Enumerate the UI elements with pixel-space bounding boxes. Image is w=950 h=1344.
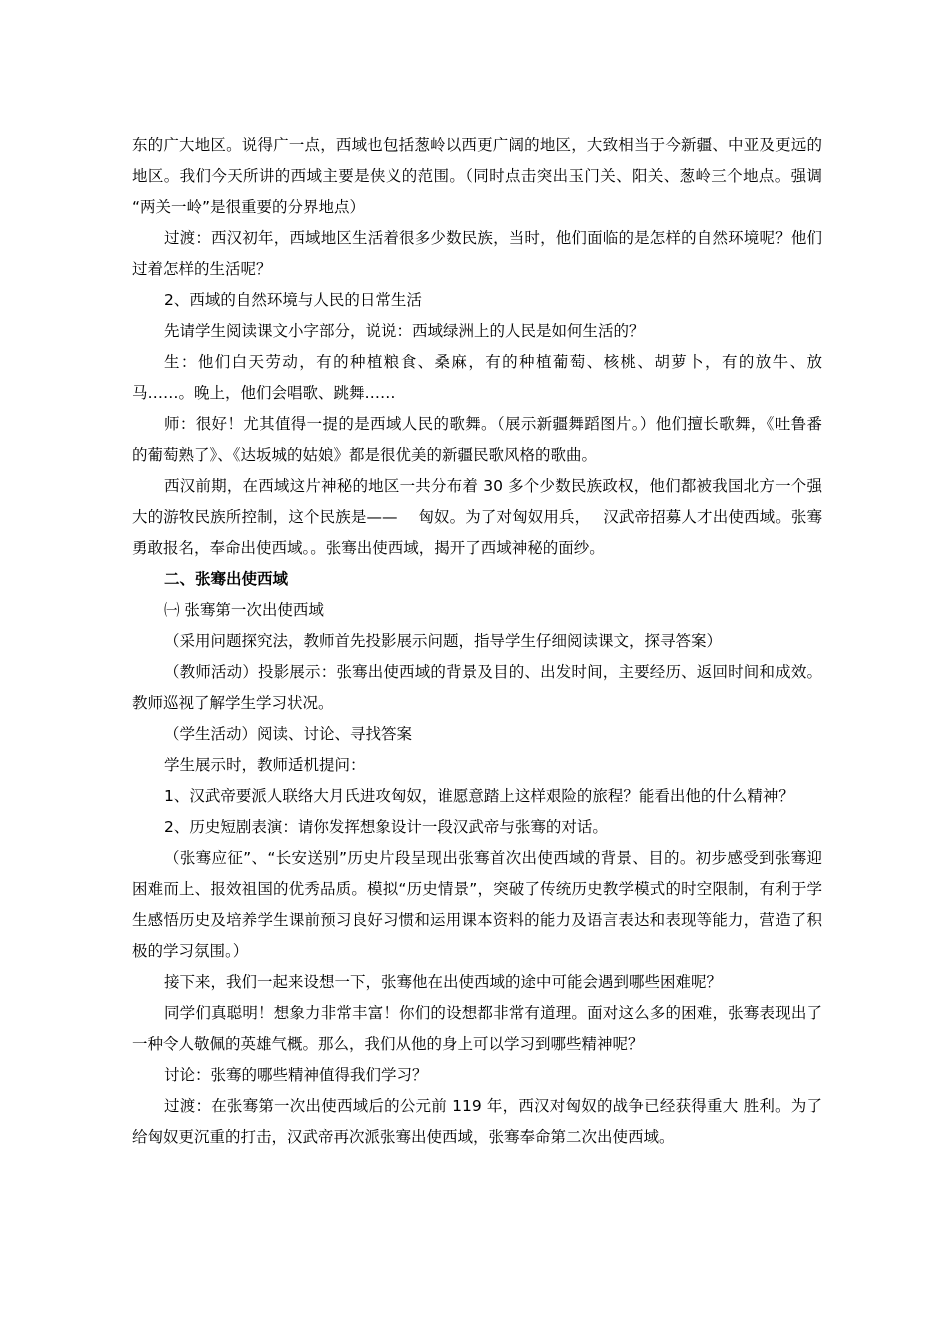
section-heading-environment: 2、西域的自然环境与人民的日常生活 — [164, 291, 422, 309]
paragraph-western-regions-scope: 东的广大地区。说得广一点，西域也包括葱岭以西更广阔的地区，大致相当于今新疆、中亚及更远的地区。我们今天所讲的西域主要是侠义的范围。（同时点击突出玉门关、阳关、葱岭三个地点。强调 “两关一岭”是很重要的分界地点） — [132, 136, 822, 216]
paragraph-teacher-response: 师：很好！尤其值得一提的是西域人民的歌舞。（展示新疆舞蹈图片。）他们擅长歌舞，《吐鲁番的葡萄熟了》、《达坂城的姑娘》都是很优美的新疆民歌风格的歌曲。 — [132, 415, 822, 464]
paragraph-imagine-difficulties: 接下来，我们一起来设想一下，张骞他在出使西域的途中可能会遇到哪些困难呢？ — [164, 973, 723, 991]
paragraph-teacher-questions-intro: 学生展示时，教师适机提问： — [164, 756, 366, 774]
paragraph-drama-note: （张骞应征”、“长安送别”历史片段呈现出张骞首次出使西域的背景、目的。初步感受到张骞迎困难而上、报效祖国的优秀品质。模拟“历史情景”，突破了传统历史教学模式的时空限制，有利于学生感悟历史及培养学生课前预习良好习惯和运用课本资料的能力及语言表达和表现等能力，营造了积极的学习氛围。） — [132, 849, 822, 960]
paragraph-student-answer: 生：他们白天劳动，有的种植粮食、桑麻，有的种植葡萄、核桃、胡萝卜，有的放牛、放马……。晚上，他们会唱歌、跳舞…… — [132, 353, 822, 402]
paragraph-teacher-activity: （教师活动）投影展示：张骞出使西域的背景及目的、出发时间，主要经历、返回时间和成效。教师巡视了解学生学习状况。 — [132, 663, 822, 712]
paragraph-transition-early-han: 过渡：西汉初年，西域地区生活着很多少数民族，当时，他们面临的是怎样的自然环境呢？他们过着怎样的生活呢？ — [132, 229, 822, 278]
paragraph-method-note: （采用问题探究法，教师首先投影展示问题，指导学生仔细阅读课文，探寻答案） — [164, 632, 723, 650]
paragraph-reading-prompt: 先请学生阅读课文小字部分，说说：西域绿洲上的人民是如何生活的？ — [164, 322, 645, 340]
subsection-heading-first-mission: ㈠ 张骞第一次出使西域 — [164, 601, 324, 619]
paragraph-discussion: 讨论：张骞的哪些精神值得我们学习？ — [164, 1066, 428, 1084]
paragraph-student-activity: （学生活动）阅读、讨论、寻找答案 — [164, 725, 413, 743]
paragraph-transition-second-mission: 过渡：在张骞第一次出使西域后的公元前 119 年，西汉对匈奴的战争已经获得重大 胜利。为了给匈奴更沉重的打击，汉武帝再次派张骞出使西域，张骞奉命第二次出使西域。 — [132, 1097, 822, 1146]
paragraph-early-western-han: 西汉前期，在西域这片神秘的地区一共分布着 30 多个少数民族政权，他们都被我国北方一个强大的游牧民族所控制，这个民族是—— 匈奴。为了对匈奴用兵， 汉武帝招募人才出使西域。张骞勇敢报名，奉命出使西域。。张骞出使西域，揭开了西域神秘的面纱。 — [132, 477, 822, 557]
section-heading-zhang-qian: 二、张骞出使西域 — [164, 570, 289, 588]
paragraph-praise-students: 同学们真聪明！想象力非常丰富！你们的设想都非常有道理。面对这么多的困难，张骞表现出了一种令人敬佩的英雄气概。那么，我们从他的身上可以学习到哪些精神呢？ — [132, 1004, 822, 1053]
paragraph-question-1: 1、汉武帝要派人联络大月氏进攻匈奴，谁愿意踏上这样艰险的旅程？能看出他的什么精神？ — [164, 787, 794, 805]
document-body — [132, 130, 822, 1153]
paragraph-question-2: 2、历史短剧表演：请你发挥想象设计一段汉武帝与张骞的对话。 — [164, 818, 608, 836]
